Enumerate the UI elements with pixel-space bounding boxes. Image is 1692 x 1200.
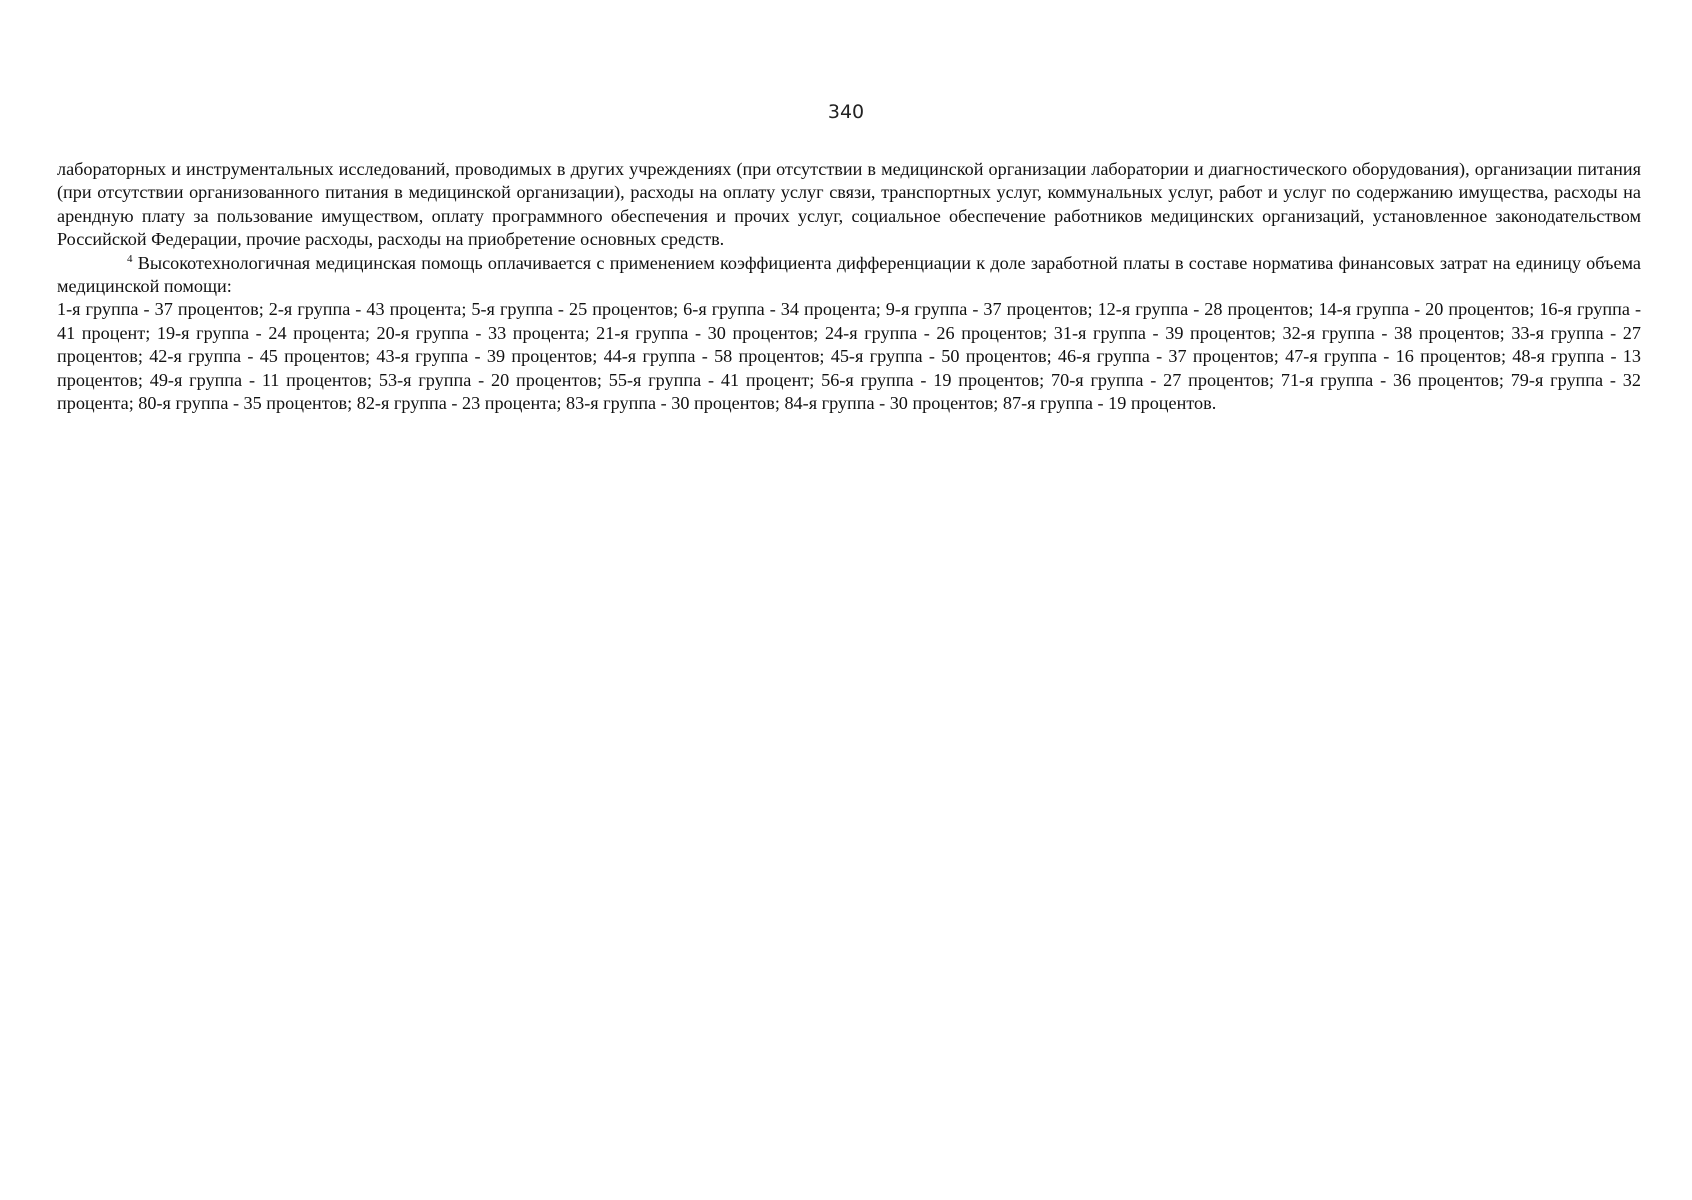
paragraph-continuation: лабораторных и инструментальных исследований, проводимых в других учреждениях (при отсутствии в медицинской организации лаборатории и диагностического оборудования), организации питания (при отсутствии организованного питания в медицинской организации), расходы на оплату услуг связи, транспортных услуг, коммунальных услуг, работ и услуг по содержанию имущества, расходы на арендную плату за пользование имуществом, оплату программного обеспечения и прочих услуг, социальное обеспечение работников медицинских организаций, установленное законодательством Российской Федерации, прочие расходы, расходы на приобретение основных средств. xyxy=(57,159,1641,250)
footnote-marker: 4 xyxy=(127,252,133,265)
paragraph-groups: 1-я группа - 37 процентов; 2-я группа - 43 процента; 5-я группа - 25 процентов; 6-я группа - 34 процента; 9-я группа - 37 процентов; 12-я группа - 28 процентов; 14-я группа - 20 процентов; 16-я группа - 41 процент; 19-я группа - 24 процента; 20-я группа - 33 процента; 21-я группа - 30 процентов; 24-я группа - 26 процентов; 31-я группа - 39 процентов; 32-я группа - 38 процентов; 33-я группа - 27 процентов; 42-я группа - 45 процентов; 43-я группа - 39 процентов; 44-я группа - 58 процентов; 45-я группа - 50 процентов; 46-я группа - 37 процентов; 47-я группа - 16 процентов; 48-я группа - 13 процентов; 49-я группа - 11 процентов; 53-я группа - 20 процентов; 55-я группа - 41 процент; 56-я группа - 19 процентов; 70-я группа - 27 процентов; 71-я группа - 36 процентов; 79-я группа - 32 процента; 80-я группа - 35 процентов; 82-я группа - 23 процента; 83-я группа - 30 процентов; 84-я группа - 30 процентов; 87-я группа - 19 процентов. xyxy=(57,299,1641,414)
footnote-text: Высокотехнологичная медицинская помощь оплачивается с применением коэффициента дифференциации к доле заработной платы в составе норматива финансовых затрат на единицу объема медицинской помощи: xyxy=(57,252,1641,297)
document-body xyxy=(57,158,1641,415)
paragraph-footnote xyxy=(57,252,1641,299)
page-number: 340 xyxy=(827,101,865,123)
